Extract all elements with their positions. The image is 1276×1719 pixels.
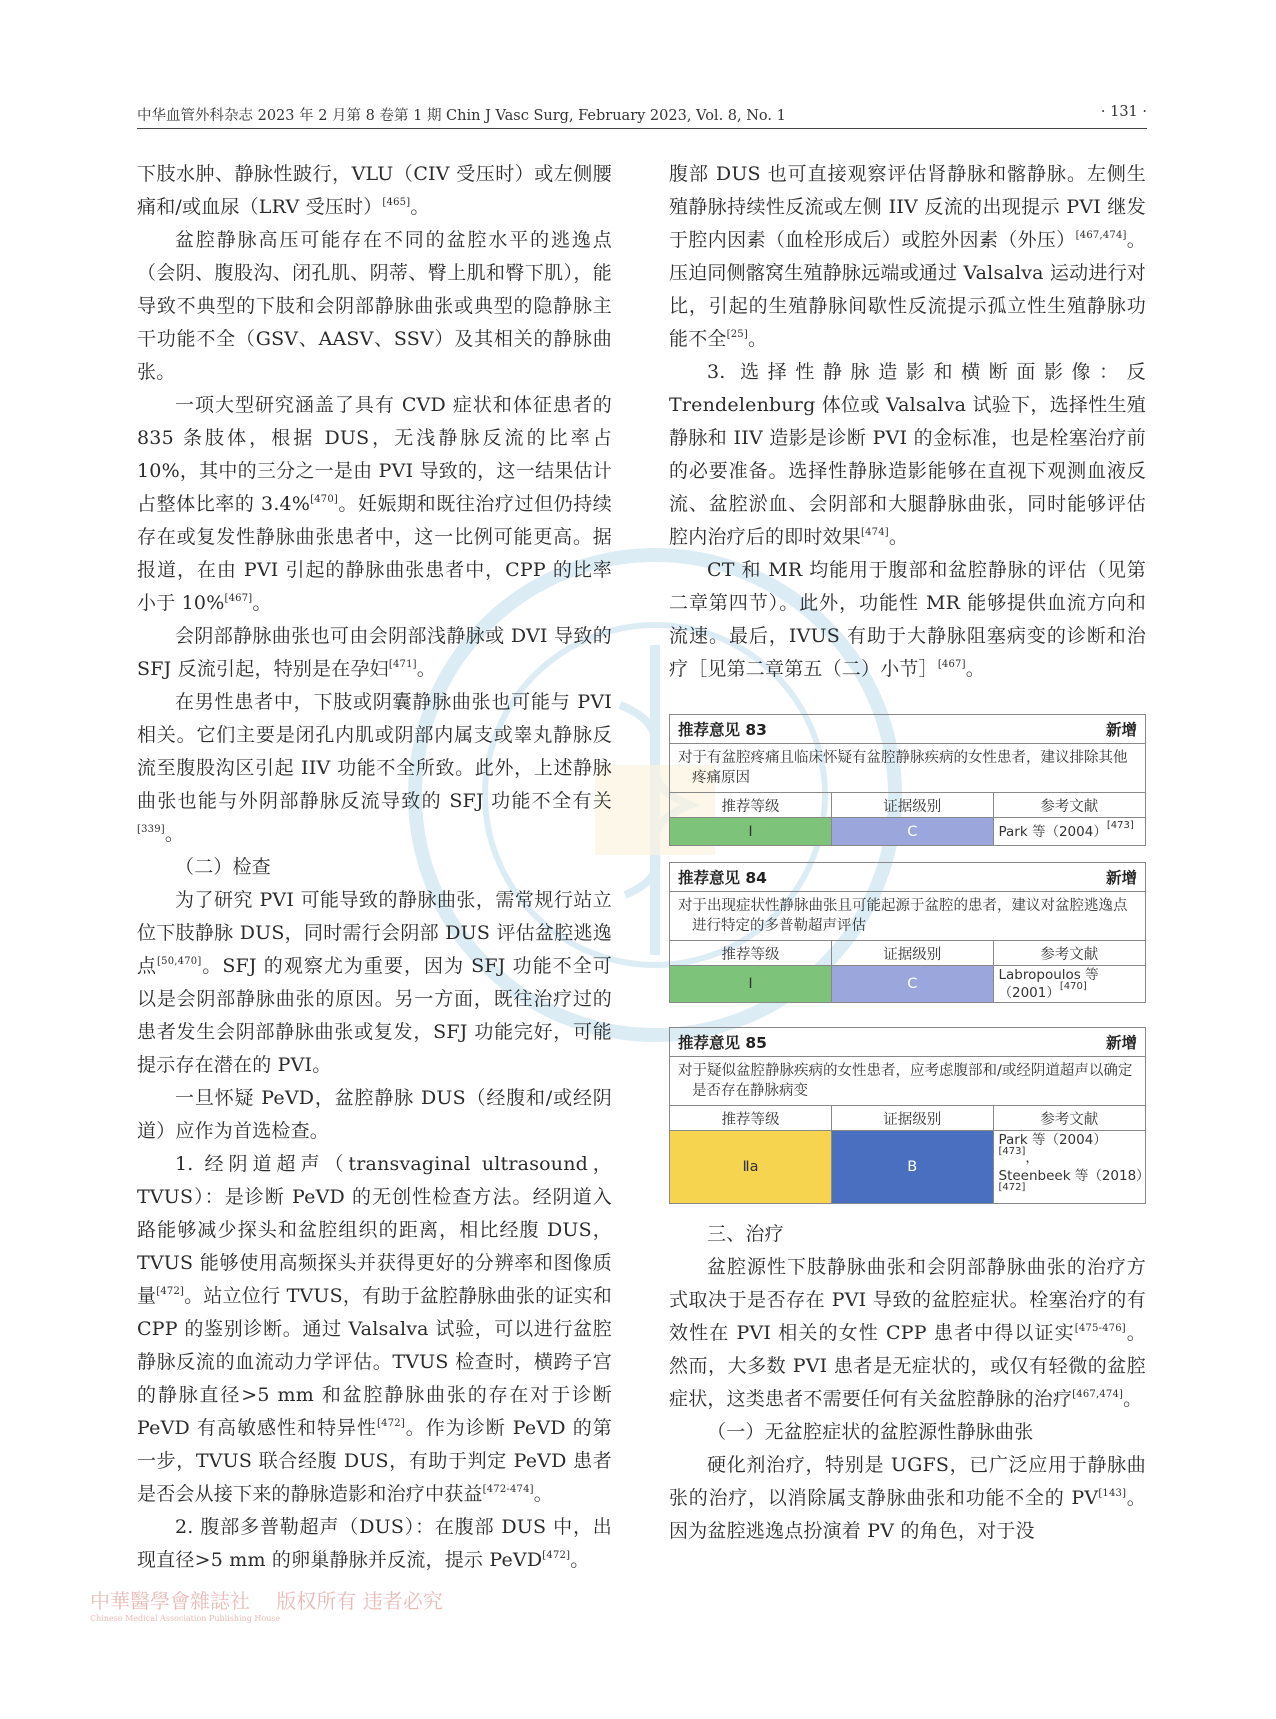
paragraph: [137, 224, 612, 389]
left-column: [137, 158, 612, 1577]
text-run: （一）无盆腔症状的盆腔源性静脉曲张: [707, 1421, 1034, 1443]
text-run: 。站立位行 TVUS，有助于盆腔静脉曲张的证实和 CPP 的鉴别诊断。通过 Valsalva 试验，可以进行盆腔静脉反流的血流动力学评估。TVUS 检查时，横跨子宫的静脉直径>5 mm 和盆腔静脉曲张的存在对于诊断 PeVD 有高敏感性和特异性: [137, 1285, 612, 1439]
text-run: 。: [416, 658, 436, 680]
citation-superscript: [50,470]: [157, 956, 202, 967]
text-run: 会阴部静脉曲张也可由会阴部浅静脉或 DVI 导致的 SFJ 反流引起，特别是在孕妇: [137, 625, 612, 680]
header-rule: [137, 128, 1147, 129]
recommendation-text: 对于有盆腔疼痛且临床怀疑有盆腔静脉疾病的女性患者，建议排除其他疼痛原因: [670, 744, 1145, 793]
citation-superscript: [467,474]: [1072, 1389, 1124, 1400]
table-header-cell: 证据级别: [832, 941, 994, 966]
text-run: 。: [164, 823, 185, 845]
recommendation-box: [669, 862, 1146, 1003]
recommendation-grade: I: [670, 818, 832, 846]
citation-superscript: [467,474]: [1075, 230, 1127, 241]
text-run: 。: [410, 196, 430, 218]
citation-superscript: [475-476]: [1074, 1323, 1126, 1334]
text-run: 。然而，大多数 PVI 患者是无症状的，或仅有轻微的盆腔症状，这类患者不需要任何有关盆腔静脉的治疗: [669, 1322, 1146, 1410]
reference-entry: [998, 1167, 1150, 1203]
paragraph: [137, 884, 612, 1082]
table-header-cell: 证据级别: [832, 793, 994, 818]
citation-superscript: [472]: [998, 1182, 1026, 1193]
evidence-table: [670, 793, 1145, 845]
paragraph: [137, 1511, 612, 1577]
right-column-text-bottom: [669, 1218, 1146, 1548]
text-run: 腹部 DUS 也可直接观察评估肾静脉和髂静脉。左侧生殖静脉持续性反流或左侧 IIV 反流的出现提示 PVI 继发于腔内因素（血栓形成后）或腔外因素（外压）: [669, 163, 1146, 251]
text-run: 。压迫同侧髂窝生殖静脉远端或通过 Valsalva 运动进行对比，引起的生殖静脉间歇性反流提示孤立性生殖静脉功能不全: [669, 229, 1147, 350]
publisher-name-cn: 中華醫學會雜誌社: [90, 1589, 250, 1613]
text-run: 下肢水肿、静脉性跛行，VLU（CIV 受压时）或左侧腰痛和/或血尿（LRV 受压时）: [137, 163, 612, 218]
text-run: 。: [747, 328, 768, 350]
text-run: 盆腔源性下肢静脉曲张和会阴部静脉曲张的治疗方式取决于是否存在 PVI 导致的盆腔症状。栓塞治疗的有效性在 PVI 相关的女性 CPP 患者中得以证实: [669, 1256, 1146, 1344]
reference-cell: [993, 818, 1145, 846]
citation-superscript: [467]: [937, 659, 966, 670]
citation-superscript: [473]: [1106, 819, 1134, 831]
text-run: 一旦怀疑 PeVD，盆腔静脉 DUS（经腹和/或经阴道）应作为首选检查。: [137, 1087, 612, 1142]
recommendation-text: 对于出现症状性静脉曲张且可能起源于盆腔的患者，建议对盆腔逃逸点进行特定的多普勒超声评估: [670, 892, 1145, 941]
text-run: 。妊娠期和既往治疗过但仍持续存在或复发性静脉曲张患者中，这一比例可能更高。据报道，在由 PVI 引起的静脉曲张患者中，CPP 的比率小于 10%: [137, 493, 612, 614]
recommendation-grade: I: [670, 966, 832, 1003]
paragraph: [669, 1218, 1146, 1251]
text-run: 一项大型研究涵盖了具有 CVD 症状和体征患者的 835 条肢体，根据 DUS，无浅静脉反流的比率占 10%，其中的三分之一是由 PVI 导致的，这一结果估计占整体比率的 3.4%: [137, 394, 612, 515]
table-header-cell: 参考文献: [993, 941, 1145, 966]
text-run: 。: [570, 1549, 590, 1571]
text-run: 。: [1123, 1388, 1143, 1410]
new-tag: 新增: [1105, 869, 1137, 887]
citation-superscript: [465]: [382, 197, 411, 208]
paragraph: [669, 1449, 1146, 1548]
citation-superscript: [470]: [1059, 981, 1087, 992]
citation-superscript: [470]: [310, 494, 338, 505]
reference-text: Park 等（2004）: [998, 823, 1107, 840]
text-run: 在男性患者中，下肢或阴囊静脉曲张也可能与 PVI 相关。它们主要是闭孔内肌或阴部内属支或睾丸静脉反流至腹股沟区引起 IIV 功能不全所致。此外，上述静脉曲张也能与外阴部静脉反流导致的 SFJ 功能不全有关: [137, 691, 612, 812]
text-run: CT 和 MR 均能用于腹部和盆腔静脉的评估（见第二章第四节）。此外，功能性 MR 能够提供血流方向和流速。最后，IVUS 有助于大静脉阻塞病变的诊断和治疗［见第二章第五（二）小节］: [669, 559, 1146, 680]
citation-superscript: [472-474]: [482, 1484, 534, 1495]
paragraph: [669, 158, 1146, 356]
recommendation-title: 推荐意见 84: [678, 869, 767, 887]
recommendation-box: [669, 1027, 1150, 1204]
table-header-cell: 参考文献: [993, 793, 1145, 818]
journal-citation: 中华血管外科杂志 2023 年 2 月第 8 卷第 1 期 Chin J Vasc Surg, February 2023, Vol. 8, No. 1: [137, 108, 786, 124]
recommendation-title: 推荐意见 83: [678, 721, 767, 739]
text-run: 。SFJ 的观察尤为重要，因为 SFJ 功能不全可以是会阴部静脉曲张的原因。另一方面，既往治疗过的患者发生会阴部静脉曲张或复发，SFJ 功能完好，可能提示存在潜在的 PVI。: [137, 955, 612, 1076]
recommendation-title: 推荐意见 85: [678, 1034, 767, 1052]
publisher-footer-mark: [90, 1585, 590, 1625]
paragraph: [137, 620, 612, 686]
reference-cell: [993, 1131, 1150, 1204]
citation-superscript: [472]: [542, 1550, 571, 1561]
reference-entry: [999, 966, 1146, 1002]
paragraph: [669, 356, 1146, 554]
page-number: · 131 ·: [1100, 104, 1147, 120]
paragraph: [137, 158, 612, 224]
reference-entry: [998, 819, 1146, 841]
table-header-cell: 推荐等级: [670, 941, 832, 966]
reference-text: Park 等（2004）: [998, 1132, 1107, 1148]
table-header-cell: 推荐等级: [670, 1106, 832, 1131]
text-run: 。因为盆腔逃逸点扮演着 PV 的角色，对于没: [669, 1487, 1146, 1542]
citation-superscript: [467]: [224, 593, 253, 604]
text-run: 。: [965, 658, 985, 680]
new-tag: 新增: [1105, 721, 1137, 739]
text-run: 。作为诊断 PeVD 的第一步，TVUS 联合经腹 DUS，有助于判定 PeVD 患者是否会从接下来的静脉造影和治疗中获益: [137, 1417, 612, 1505]
recommendation-grade: Ⅱa: [670, 1131, 832, 1204]
text-run: 。: [533, 1483, 553, 1505]
paragraph: [669, 1416, 1146, 1449]
recommendation-header: [670, 863, 1145, 892]
citation-superscript: [143]: [1098, 1488, 1127, 1499]
paragraph: [137, 686, 612, 851]
reference-separator: ，: [1025, 1150, 1039, 1166]
recommendation-boxes: [669, 714, 1150, 1204]
evidence-level: B: [832, 1131, 994, 1204]
paragraph: [137, 1148, 612, 1511]
reference-entry: [999, 1131, 1146, 1167]
citation-superscript: [473]: [998, 1146, 1026, 1157]
text-run: 3. 选择性静脉造影和横断面影像：反 Trendelenburg 体位或 Valsalva 试验下，选择性生殖静脉和 IIV 造影是诊断 PVI 的金标准，也是栓塞治疗前的必要准备。选择性静脉造影能够在直视下观测血液反流、盆腔淤血、会阴部和大腿静脉曲张，同时能够评估腔内治疗后的即时效果: [669, 361, 1146, 548]
paragraph: [137, 1082, 612, 1148]
evidence-table: [670, 941, 1145, 1002]
text-run: 。: [888, 526, 909, 548]
running-header: [137, 104, 1147, 128]
text-run: 硬化剂治疗，特别是 UGFS，已广泛应用于静脉曲张的治疗，以消除属支静脉曲张和功能不全的 PV: [669, 1454, 1146, 1509]
new-tag: 新增: [1105, 1034, 1137, 1052]
right-column-text-top: [669, 158, 1146, 686]
paragraph: [137, 851, 612, 884]
text-run: （二）检查: [175, 856, 272, 878]
text-run: 1. 经阴道超声（transvaginal ultrasound，TVUS）：是诊断 PeVD 的无创性检查方法。经阴道入路能够减少探头和盆腔组织的距离，相比经腹 DUS，TVUS 能够使用高频探头并获得更好的分辨率和图像质量: [137, 1153, 612, 1307]
reference-text: Steenbeek 等（2018）: [998, 1168, 1150, 1184]
citation-superscript: [471]: [388, 659, 417, 670]
table-header-cell: 证据级别: [832, 1106, 994, 1131]
publisher-name-en: Chinese Medical Association Publishing House: [90, 1614, 281, 1623]
citation-superscript: [339]: [137, 824, 165, 835]
text-run: 盆腔静脉高压可能存在不同的盆腔水平的逃逸点（会阴、腹股沟、闭孔肌、阴蒂、臀上肌和臀下肌），能导致不典型的下肢和会阴部静脉曲张或典型的隐静脉主干功能不全（GSV、AASV、SSV）及其相关的静脉曲张。: [137, 229, 612, 383]
evidence-level: C: [832, 966, 994, 1003]
text-run: 2. 腹部多普勒超声（DUS）：在腹部 DUS 中，出现直径>5 mm 的卵巢静脉并反流，提示 PeVD: [137, 1516, 612, 1571]
paragraph: [137, 389, 612, 620]
evidence-level: C: [832, 818, 994, 846]
text-run: 。: [252, 592, 272, 614]
citation-superscript: [25]: [726, 329, 748, 340]
citation-superscript: [472]: [377, 1418, 405, 1429]
recommendation-box: [669, 714, 1146, 846]
recommendation-header: [670, 1028, 1145, 1057]
citation-superscript: [472]: [156, 1286, 185, 1297]
evidence-table: [670, 1106, 1150, 1203]
copyright-notice: 版权所有 违者必究: [276, 1589, 443, 1613]
recommendation-text: 对于疑似盆腔静脉疾病的女性患者，应考虑腹部和/或经阴道超声以确定是否存在静脉病变: [670, 1057, 1145, 1106]
table-header-cell: 参考文献: [993, 1106, 1145, 1131]
paragraph: [669, 1251, 1146, 1416]
recommendation-header: [670, 715, 1145, 744]
paragraph: [669, 554, 1146, 686]
table-header-cell: 推荐等级: [670, 793, 832, 818]
reference-cell: [993, 966, 1145, 1003]
text-run: 为了研究 PVI 可能导致的静脉曲张，需常规行站立位下肢静脉 DUS，同时需行会阴部 DUS 评估盆腔逃逸点: [137, 889, 612, 977]
text-run: 三、治疗: [707, 1223, 784, 1245]
right-column: [669, 158, 1150, 1548]
citation-superscript: [474]: [861, 527, 889, 538]
reference-text: Labropoulos 等（2001）: [998, 967, 1099, 1001]
